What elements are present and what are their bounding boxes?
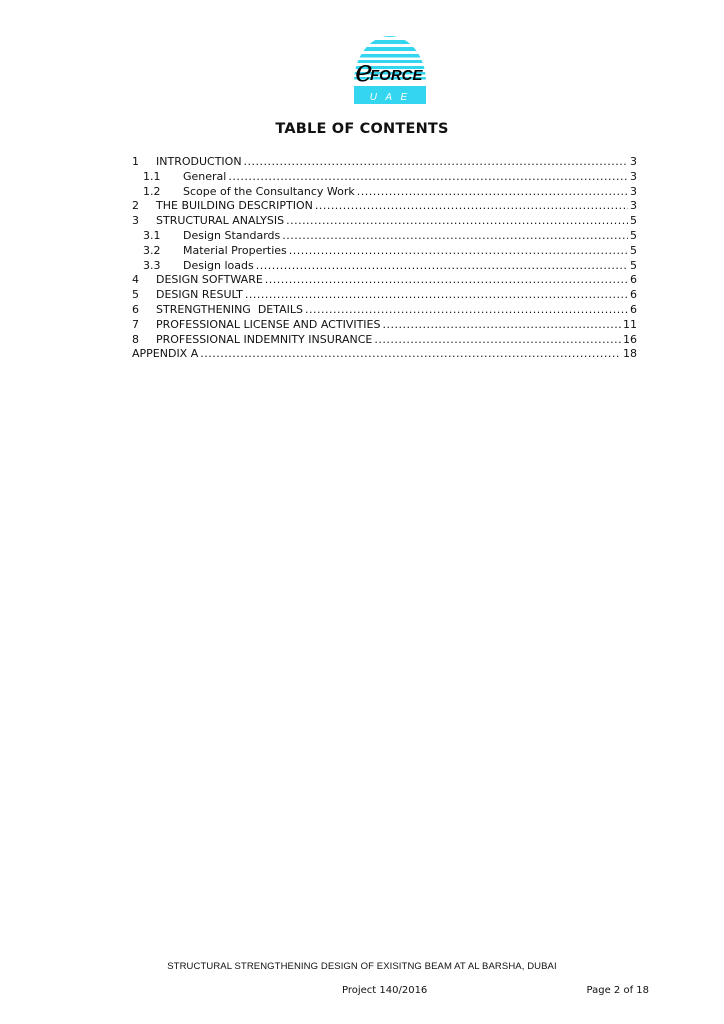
svg-text:e: e [355, 54, 373, 89]
toc-entry[interactable] [132, 185, 637, 200]
toc-entry-label: THE BUILDING DESCRIPTION [156, 199, 313, 213]
toc-list [132, 155, 637, 362]
toc-entry-label: STRENGTHENING DETAILS [156, 302, 303, 316]
toc-dot-leader [357, 185, 628, 198]
toc-entry-number: 5 [132, 288, 139, 302]
toc-entry-page: 3 [630, 155, 637, 168]
toc-entry-page: 5 [630, 228, 637, 242]
toc-entry-page: 16 [623, 332, 637, 346]
toc-entry-page: 5 [630, 214, 637, 228]
toc-entry-label: PROFESSIONAL LICENSE AND ACTIVITIES [156, 317, 381, 331]
toc-entry-number: 1.2 [143, 184, 161, 198]
toc-entry[interactable] [132, 318, 637, 333]
toc-entry-page: 5 [630, 243, 637, 257]
footer-page-number: Page 2 of 18 [586, 985, 649, 996]
toc-entry-page: 18 [623, 347, 637, 361]
toc-dot-leader [305, 303, 628, 316]
toc-dot-leader [382, 318, 621, 331]
svg-text:U A E: U A E [369, 92, 411, 103]
toc-entry-number: 7 [132, 317, 139, 331]
toc-entry[interactable] [132, 273, 637, 288]
toc-entry-page: 5 [630, 258, 637, 272]
toc-entry-page: 6 [630, 288, 637, 302]
toc-entry-label: DESIGN RESULT [156, 288, 243, 302]
toc-entry-label: APPENDIX A [132, 347, 199, 361]
toc-entry-number: 3.1 [143, 228, 161, 242]
toc-entry-page: 3 [630, 169, 637, 183]
toc-entry-number: 8 [132, 332, 139, 346]
toc-entry-label: STRUCTURAL ANALYSIS [156, 214, 285, 228]
toc-entry[interactable] [132, 288, 637, 303]
toc-entry[interactable] [132, 303, 637, 318]
toc-entry-label: PROFESSIONAL INDEMNITY INSURANCE [156, 332, 373, 346]
toc-entry[interactable] [132, 259, 637, 274]
toc-entry-label: Material Properties [183, 243, 287, 257]
toc-entry-page: 6 [630, 302, 637, 316]
toc-dot-leader [374, 333, 621, 346]
toc-entry[interactable] [132, 170, 637, 185]
toc-entry[interactable] [132, 229, 637, 244]
eforce-logo-graphic [350, 32, 430, 106]
toc-dot-leader [282, 229, 628, 242]
toc-entry-number: 6 [132, 302, 139, 316]
toc-dot-leader [200, 347, 621, 360]
toc-entry-page: 11 [623, 317, 637, 331]
toc-entry-page: 3 [630, 184, 637, 198]
toc-dot-leader [289, 244, 628, 257]
toc-entry-number: 1 [132, 155, 139, 168]
toc-entry-label: INTRODUCTION [156, 155, 242, 168]
eforce-logo [350, 32, 430, 106]
toc-entry[interactable] [132, 155, 637, 170]
toc-dot-leader [245, 288, 628, 301]
toc-entry-page: 3 [630, 199, 637, 213]
toc-entry[interactable] [132, 244, 637, 259]
toc-entry-page: 6 [630, 273, 637, 287]
toc-entry-label: Design Standards [183, 228, 281, 242]
toc-dot-leader [228, 170, 628, 183]
toc-dot-leader [286, 214, 628, 227]
toc-dot-leader [265, 273, 628, 286]
toc-title: TABLE OF CONTENTS [275, 121, 449, 137]
toc-entry[interactable] [132, 333, 637, 348]
toc-entry-label: General [183, 169, 227, 183]
toc-entry[interactable] [132, 214, 637, 229]
toc-entry-label: Design loads [183, 258, 254, 272]
toc-dot-leader [315, 199, 628, 212]
toc-entry-number: 3 [132, 214, 139, 228]
footer-project: Project 140/2016 [342, 985, 428, 996]
toc-entry-number: 2 [132, 199, 139, 213]
toc-dot-leader [256, 259, 628, 272]
toc-entry-number: 3.2 [143, 243, 161, 257]
toc-entry-label: Scope of the Consultancy Work [183, 184, 355, 198]
toc-entry-number: 3.3 [143, 258, 161, 272]
toc-entry-number: 1.1 [143, 169, 161, 183]
toc-entry[interactable] [132, 347, 637, 362]
footer-title: STRUCTURAL STRENGTHENING DESIGN OF EXISITNG BEAM AT AL BARSHA, DUBAI [167, 961, 557, 972]
toc-entry-label: DESIGN SOFTWARE [156, 273, 263, 287]
toc-dot-leader [244, 155, 628, 168]
toc-entry[interactable] [132, 199, 637, 214]
svg-text:FORCE: FORCE [370, 67, 423, 84]
toc-entry-number: 4 [132, 273, 139, 287]
